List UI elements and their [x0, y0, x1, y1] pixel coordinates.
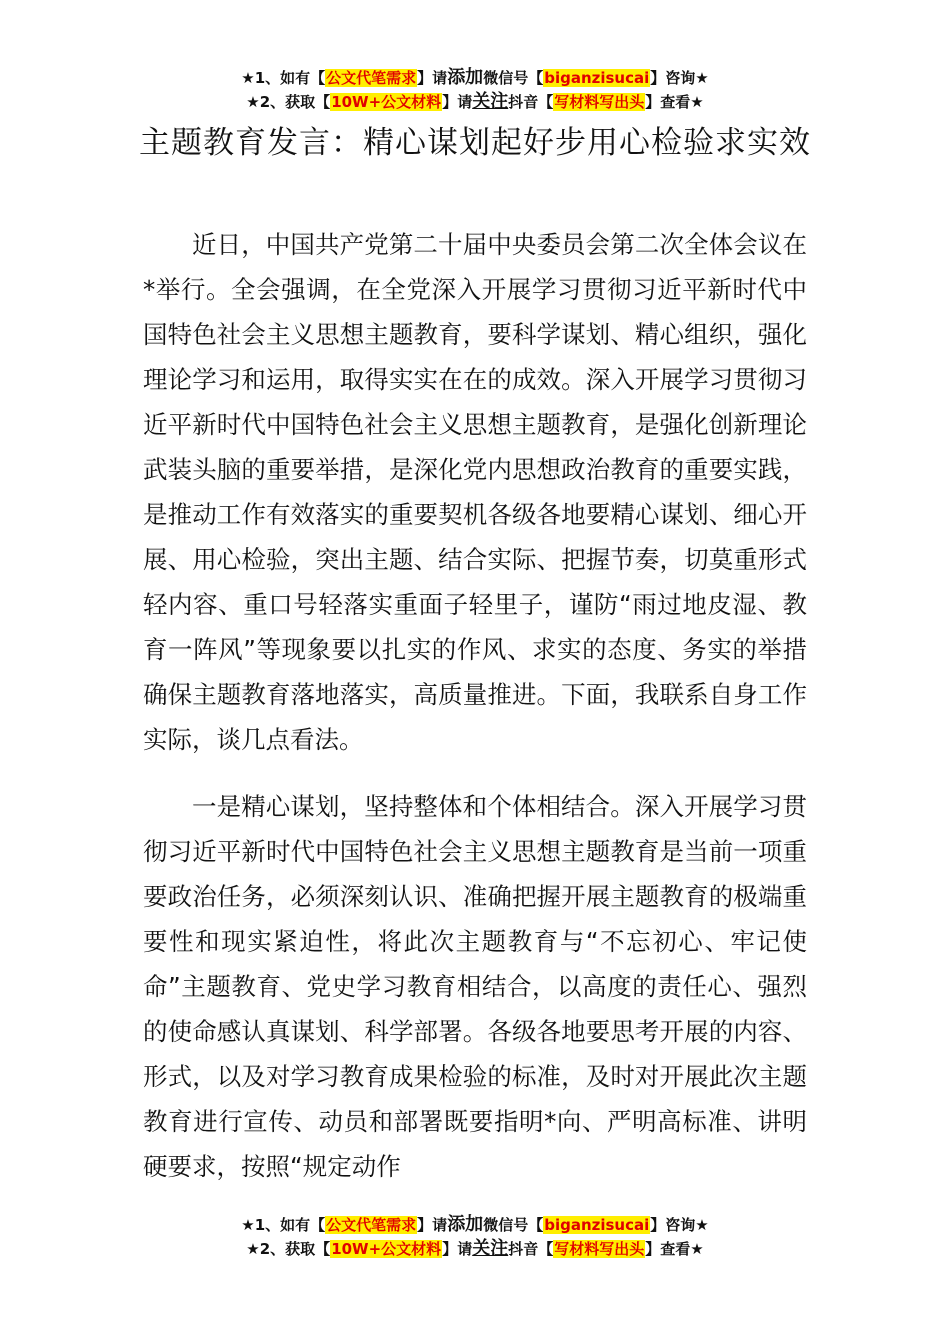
highlight-service: 公文代笔需求: [326, 1216, 417, 1234]
promo-line-2: [0, 1237, 950, 1261]
promo-text: 】请: [417, 1216, 448, 1234]
promo-text: ★2、获取【: [246, 1240, 331, 1258]
highlight-wechat-id: biganzisucai: [544, 1216, 650, 1234]
promo-text: ★1、如有【: [241, 1216, 326, 1234]
promo-banner-bottom: [0, 1213, 950, 1261]
promo-emphasis: 关注: [472, 1238, 509, 1259]
document-body: [143, 222, 807, 1189]
promo-text: 】咨询★: [650, 1216, 709, 1234]
promo-banner-top: [0, 66, 950, 114]
highlight-materials: 10W+公文材料: [331, 1240, 442, 1258]
highlight-materials: 10W+公文材料: [331, 93, 442, 111]
promo-text: 】咨询★: [650, 69, 709, 87]
promo-line-2: [0, 90, 950, 114]
promo-text: 】查看★: [645, 1240, 704, 1258]
promo-text: 】请: [442, 93, 473, 111]
promo-line-1: [0, 1213, 950, 1237]
highlight-douyin-id: 写材料写出头: [554, 1240, 645, 1258]
paragraph-point-one: 一是精心谋划，坚持整体和个体相结合。深入开展学习贯彻习近平新时代中国特色社会主义思想主题教育是当前一项重要政治任务，必须深刻认识、准确把握开展主题教育的极端重要性和现实紧迫性，将此次主题教育与“不忘初心、牢记使命”主题教育、党史学习教育相结合，以高度的责任心、强烈的使命感认真谋划、科学部署。各级各地要思考开展的内容、形式，以及对学习教育成果检验的标准，及时对开展此次主题教育进行宣传、动员和部署既要指明*向、严明高标准、讲明硬要求，按照“规定动作: [143, 792, 807, 1181]
promo-emphasis: 关注: [472, 91, 509, 112]
promo-emphasis: 添加: [447, 67, 484, 88]
promo-text: ★1、如有【: [241, 69, 326, 87]
promo-text: 抖音【: [508, 93, 554, 111]
promo-text: 抖音【: [508, 1240, 554, 1258]
highlight-douyin-id: 写材料写出头: [554, 93, 645, 111]
promo-text: 】查看★: [645, 93, 704, 111]
document-title: 主题教育发言：精心谋划起好步用心检验求实效: [139, 125, 811, 161]
promo-text: ★2、获取【: [246, 93, 331, 111]
paragraph-intro: 近日，中国共产党第二十届中央委员会第二次全体会议在*举行。全会强调，在全党深入开展学习贯彻习近平新时代中国特色社会主义思想主题教育，要科学谋划、精心组织，强化理论学习和运用，取得实实在在的成效。深入开展学习贯彻习近平新时代中国特色社会主义思想主题教育，是强化创新理论武装头脑的重要举措，是深化党内思想政治教育的重要实践，是推动工作有效落实的重要契机各级各地要精心谋划、细心开展、用心检验，突出主题、结合实际、把握节奏，切莫重形式轻内容、重口号轻落实重面子轻里子，谨防“雨过地皮湿、教育一阵风”等现象要以扎实的作风、求实的态度、务实的举措确保主题教育落地落实，高质量推进。下面，我联系自身工作实际，谈几点看法。: [143, 230, 807, 754]
promo-line-1: [0, 66, 950, 90]
promo-text: 】请: [417, 69, 448, 87]
promo-text: 微信号【: [483, 1216, 544, 1234]
highlight-service: 公文代笔需求: [326, 69, 417, 87]
promo-text: 微信号【: [483, 69, 544, 87]
promo-emphasis: 添加: [447, 1214, 484, 1235]
promo-text: 】请: [442, 1240, 473, 1258]
highlight-wechat-id: biganzisucai: [544, 69, 650, 87]
